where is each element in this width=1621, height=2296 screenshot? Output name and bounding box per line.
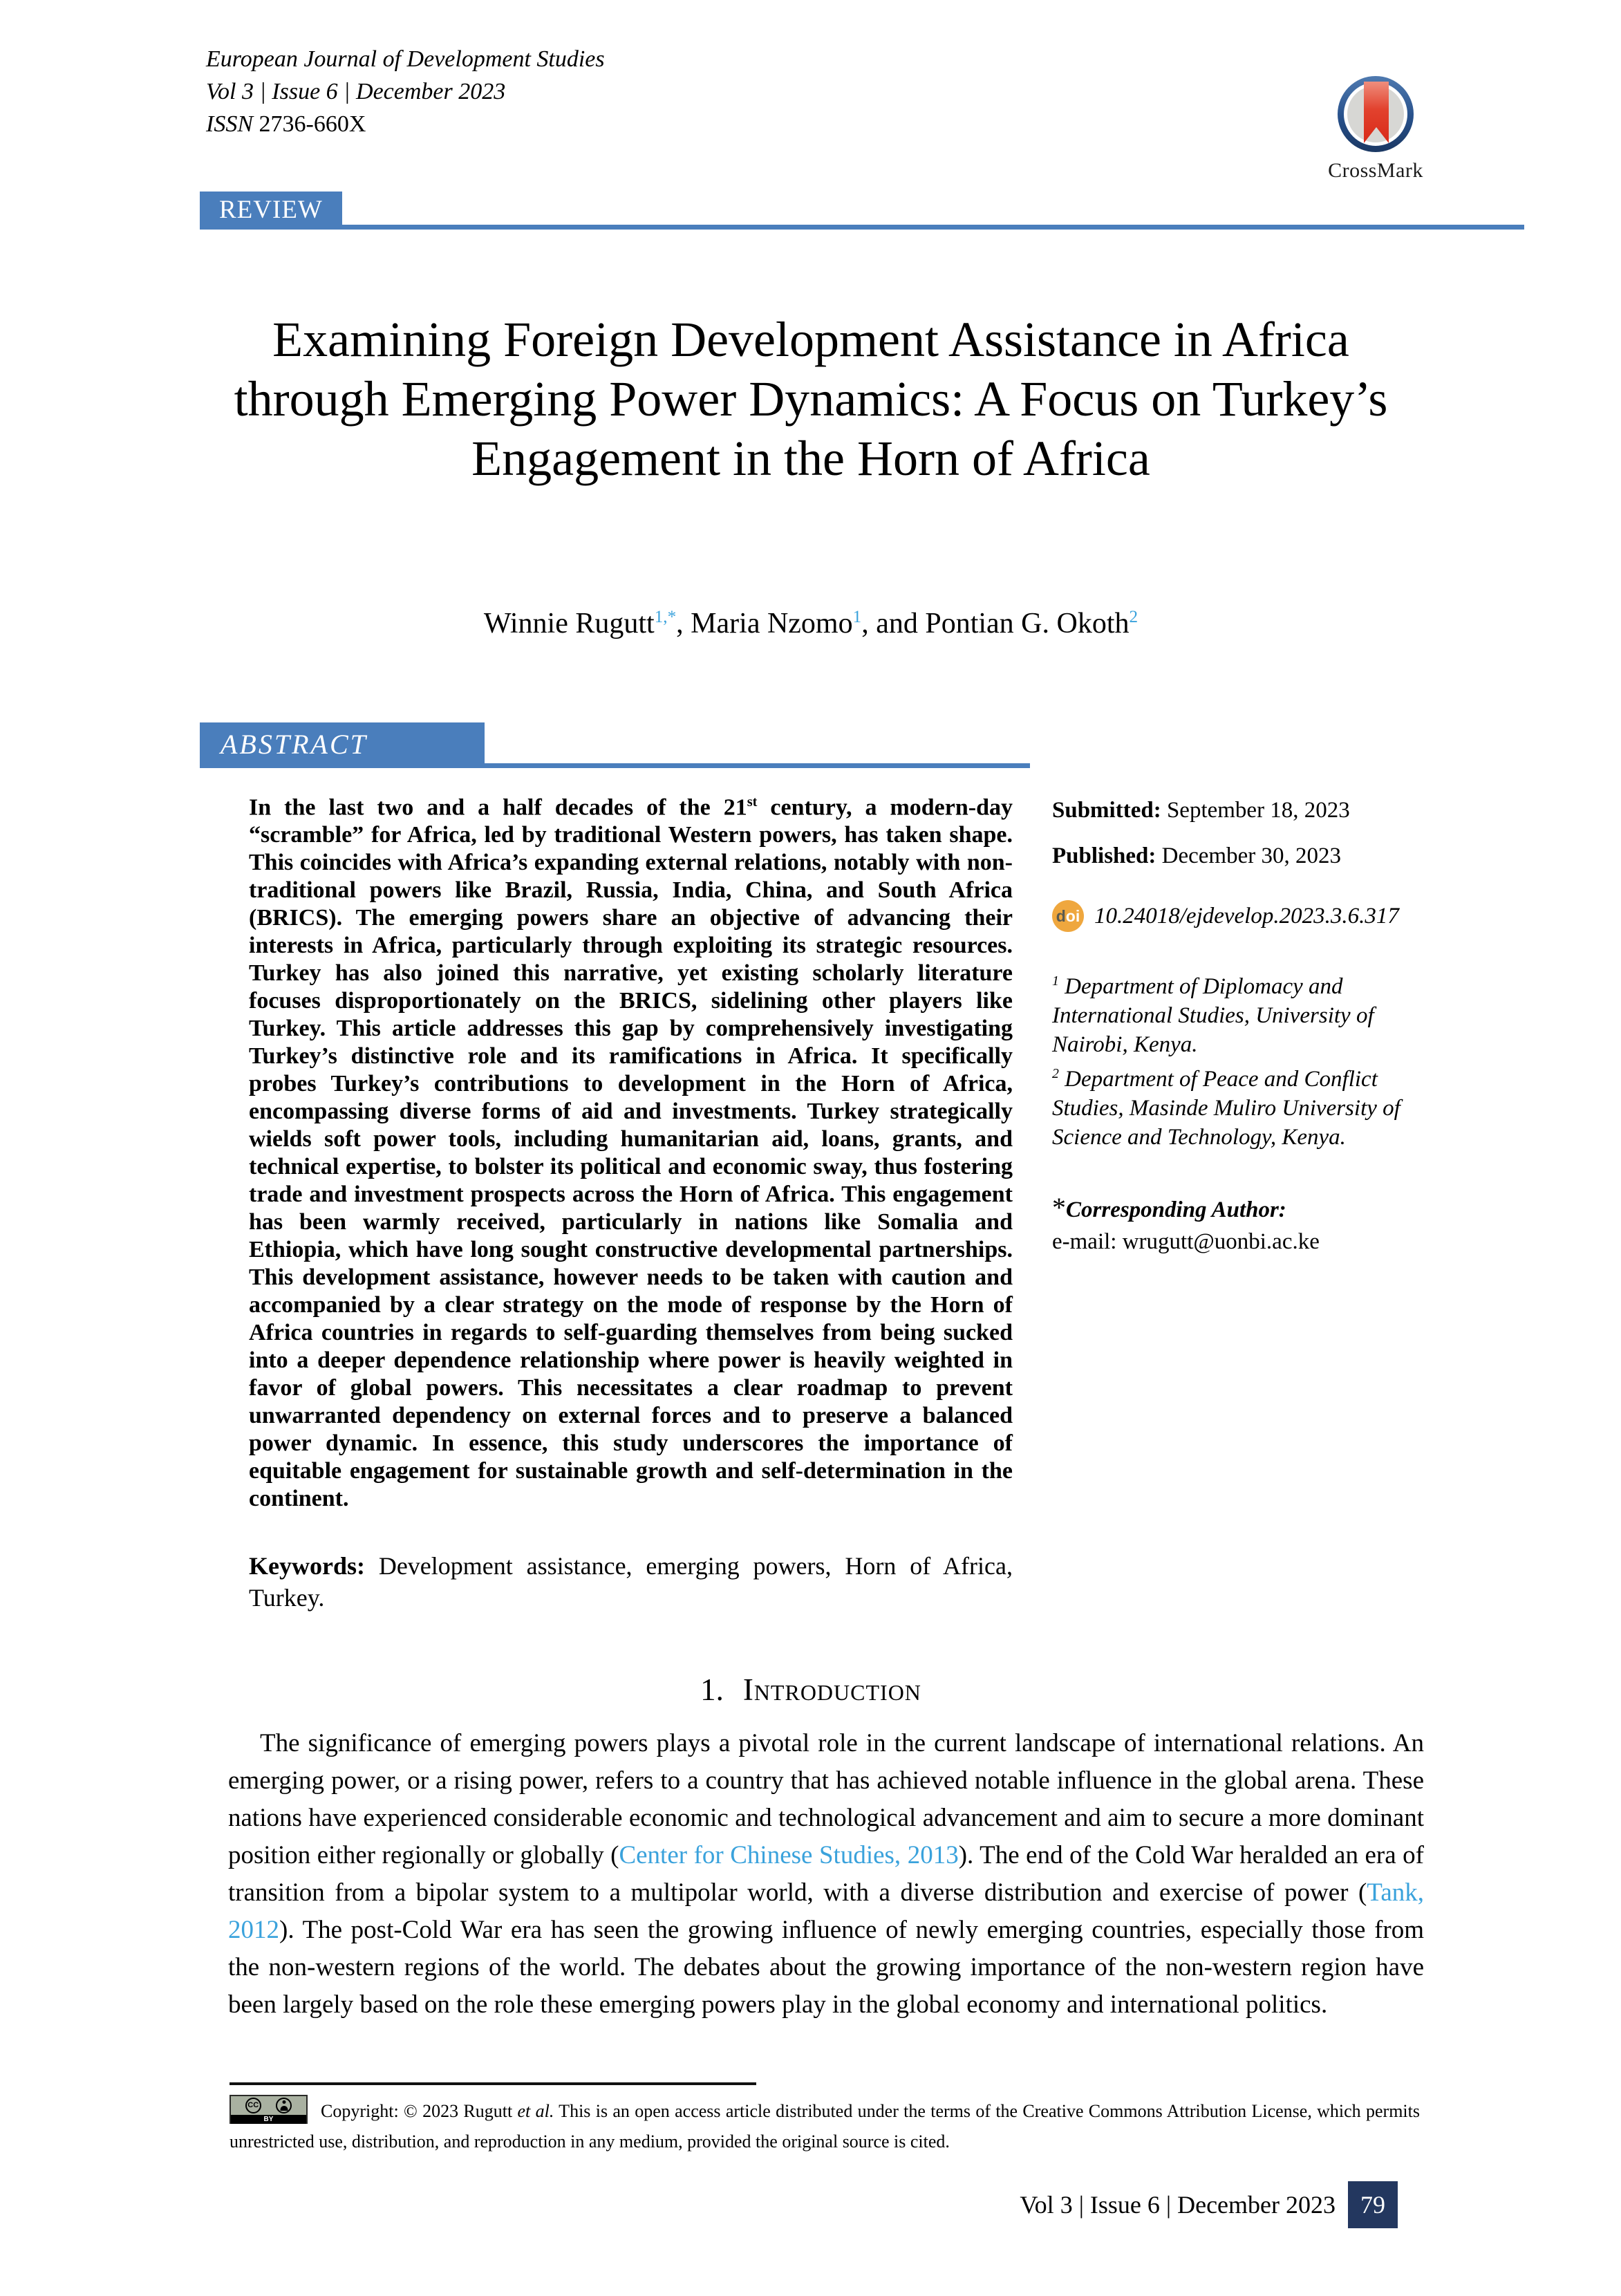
introduction-paragraph xyxy=(228,1725,1424,2024)
text-run: 2736-660X xyxy=(259,111,366,137)
text-run: Keywords: xyxy=(249,1552,379,1580)
text-run: Development assistance, emerging powers, Horn of Africa, Turkey. xyxy=(249,1552,1013,1612)
citation-link[interactable]: 1,* xyxy=(654,608,677,626)
abstract-heading-row xyxy=(200,722,1030,768)
text-run: century, a modern-day “scramble” for Africa, led by traditional Western powers, has taken shape. This coincides with Africa’s expanding external relations, notably with non-traditional powers like Brazil, Russia, India, China, and South Africa (BRICS). The emerging powers share an objective of advancing their interests in Africa, particularly through exploiting its strategic resources. Turkey has also joined this narrative, yet existing scholarly literature focuses disproportionately on the BRICS, sidelining other players like Turkey. This article addresses this gap by comprehensively investigating Turkey’s distinctive role and its ramifications in Africa. It specifically probes Turkey’s contributions to development in the Horn of Africa, encompassing diverse forms of aid and investments. Turkey strategically wields soft power tools, including humanitarian aid, loans, grants, and technical expertise, to bolster its political and economic sway, thus fostering trade and investment prospects across the Horn of Africa. This engagement has been warmly received, particularly in nations like Somalia and Ethiopia, which have long sought constructive developmental partnerships. This development assistance, however needs to be taken with caution and accompanied by a clear strategy on the mode of response by the Horn of Africa countries in regards to self-guarding themselves from being sucked into a deeper dependence relationship where power is heavily weighted in favor of global powers. This necessitates a clear roadmap to prevent unwarranted dependency on external forces and to preserve a balanced power dynamic. In essence, this study underscores the importance of equitable engagement for sustainable growth and self-determination in the continent. xyxy=(249,794,1013,1512)
article-type-row xyxy=(200,192,1524,230)
page-number-badge: 79 xyxy=(1348,2181,1398,2228)
text-run: The significance of emerging powers plays a pivotal role in the current landscape of international relations. An emerging power, or a rising power, refers to a country that has achieved notable influence in the global arena. These nations have experienced considerable economic and technological advancement and aim to secure a more dominant position either regionally or globally ( xyxy=(228,1729,1424,1869)
abstract-column xyxy=(249,788,1013,1614)
citation-link[interactable]: 2 xyxy=(1129,608,1139,626)
email-link[interactable]: wrugutt@uonbi.ac.ke xyxy=(1122,1229,1320,1254)
doi-row xyxy=(1052,900,1439,932)
text-run: Submitted: xyxy=(1052,798,1167,823)
email-label: e-mail: xyxy=(1052,1229,1123,1254)
journal-name: European Journal of Development Studies xyxy=(206,46,605,72)
superscript-run: st xyxy=(747,794,758,810)
citation-link[interactable]: Tank, 2012 xyxy=(228,1878,1424,1944)
abstract-rule xyxy=(485,763,1030,768)
text-run: et al. xyxy=(517,2101,554,2121)
text-run: September 18, 2023 xyxy=(1166,798,1350,823)
text-run: ISSN xyxy=(206,111,259,137)
text-run: ). The end of the Cold War heralded an era of transition from a bipolar system to a multipolar world, with a diverse distribution and exercise of power ( xyxy=(228,1841,1424,1907)
crossmark-widget[interactable] xyxy=(1315,76,1436,183)
affiliation-2 xyxy=(1052,1059,1439,1152)
cc-by-label: BY xyxy=(231,2115,306,2124)
doi-link[interactable]: 10.24018/ejdevelop.2023.3.6.317 xyxy=(1094,904,1399,928)
affiliations xyxy=(1052,967,1439,1152)
doi-icon-d: d xyxy=(1056,907,1066,925)
article-type-badge: REVIEW xyxy=(200,192,342,230)
journal-issue-line: Vol 3 | Issue 6 | December 2023 xyxy=(206,79,506,104)
text-run: Department of Diplomacy and International Studies, University of Nairobi, Kenya. xyxy=(1052,974,1374,1057)
section-title: Introduction xyxy=(742,1672,921,1707)
journal-masthead xyxy=(206,43,605,140)
text-run: , Maria Nzomo xyxy=(676,608,853,640)
crossmark-label: CrossMark xyxy=(1328,159,1423,182)
text-run: Department of Peace and Conflict Studies, Masinde Muliro University of Science and Technology, Kenya. xyxy=(1052,1067,1400,1150)
abstract-text xyxy=(249,788,1013,1513)
header-rule xyxy=(342,225,1524,230)
text-run: Published: xyxy=(1052,843,1162,868)
text-run: Winnie Rugutt xyxy=(483,608,655,640)
citation-link[interactable]: Center for Chinese Studies, 2013 xyxy=(619,1841,959,1869)
abstract-heading: ABSTRACT xyxy=(200,722,485,768)
doi-icon xyxy=(1052,900,1084,932)
corresponding-label-text: Corresponding Author: xyxy=(1066,1197,1286,1222)
submitted-line xyxy=(1052,796,1439,824)
cc-icon-text: CC xyxy=(247,2101,259,2109)
section-number: 1. xyxy=(700,1672,724,1707)
email-line xyxy=(1052,1227,1439,1256)
section-heading-introduction xyxy=(205,1672,1416,1708)
footnote-rule xyxy=(229,2082,756,2085)
keywords-line xyxy=(249,1550,1013,1614)
crossmark-logo-icon xyxy=(1338,76,1414,152)
citation-link[interactable]: 1 xyxy=(852,608,862,626)
doi-icon-oi: oi xyxy=(1065,907,1080,925)
article-meta-sidebar xyxy=(1052,796,1439,1256)
text-run: December 30, 2023 xyxy=(1161,843,1341,868)
text-run: This is an open access article distributed under the terms of the Creative Commons Attribution License, which permits unrestricted use, distribution, and reproduction in any medium, provided the original source is cited. xyxy=(229,2101,1420,2152)
published-line xyxy=(1052,842,1439,870)
corresponding-star: * xyxy=(1052,1192,1066,1223)
text-run: ). The post-Cold War era has seen the growing influence of newly emerging countries, especially those from the non-western regions of the world. The debates about the growing importance of the non-western region have been largely based on the role these emerging powers play in the global economy and international politics. xyxy=(228,1916,1424,2019)
affiliation-1 xyxy=(1052,967,1439,1059)
journal-issn xyxy=(206,108,605,140)
authors-line xyxy=(205,607,1416,640)
superscript-run: 1 xyxy=(1052,973,1059,989)
text-run: In the last two and a half decades of the 21 xyxy=(249,794,747,821)
footer-issue-line: Vol 3 | Issue 6 | December 2023 xyxy=(1020,2191,1336,2219)
text-run: Copyright: © 2023 Rugutt xyxy=(321,2101,518,2121)
superscript-run: 2 xyxy=(1052,1066,1059,1081)
article-title: Examining Foreign Development Assistance in Africa through Emerging Power Dynamics: A Focus on Turkey’s Engagement in the Horn of Africa xyxy=(234,312,1388,486)
corresponding-author-block xyxy=(1052,1193,1439,1256)
text-run: , and Pontian G. Okoth xyxy=(861,608,1130,640)
page-footer xyxy=(1020,2181,1398,2228)
corresponding-author-label xyxy=(1052,1193,1439,1224)
copyright-notice xyxy=(229,2096,1420,2157)
